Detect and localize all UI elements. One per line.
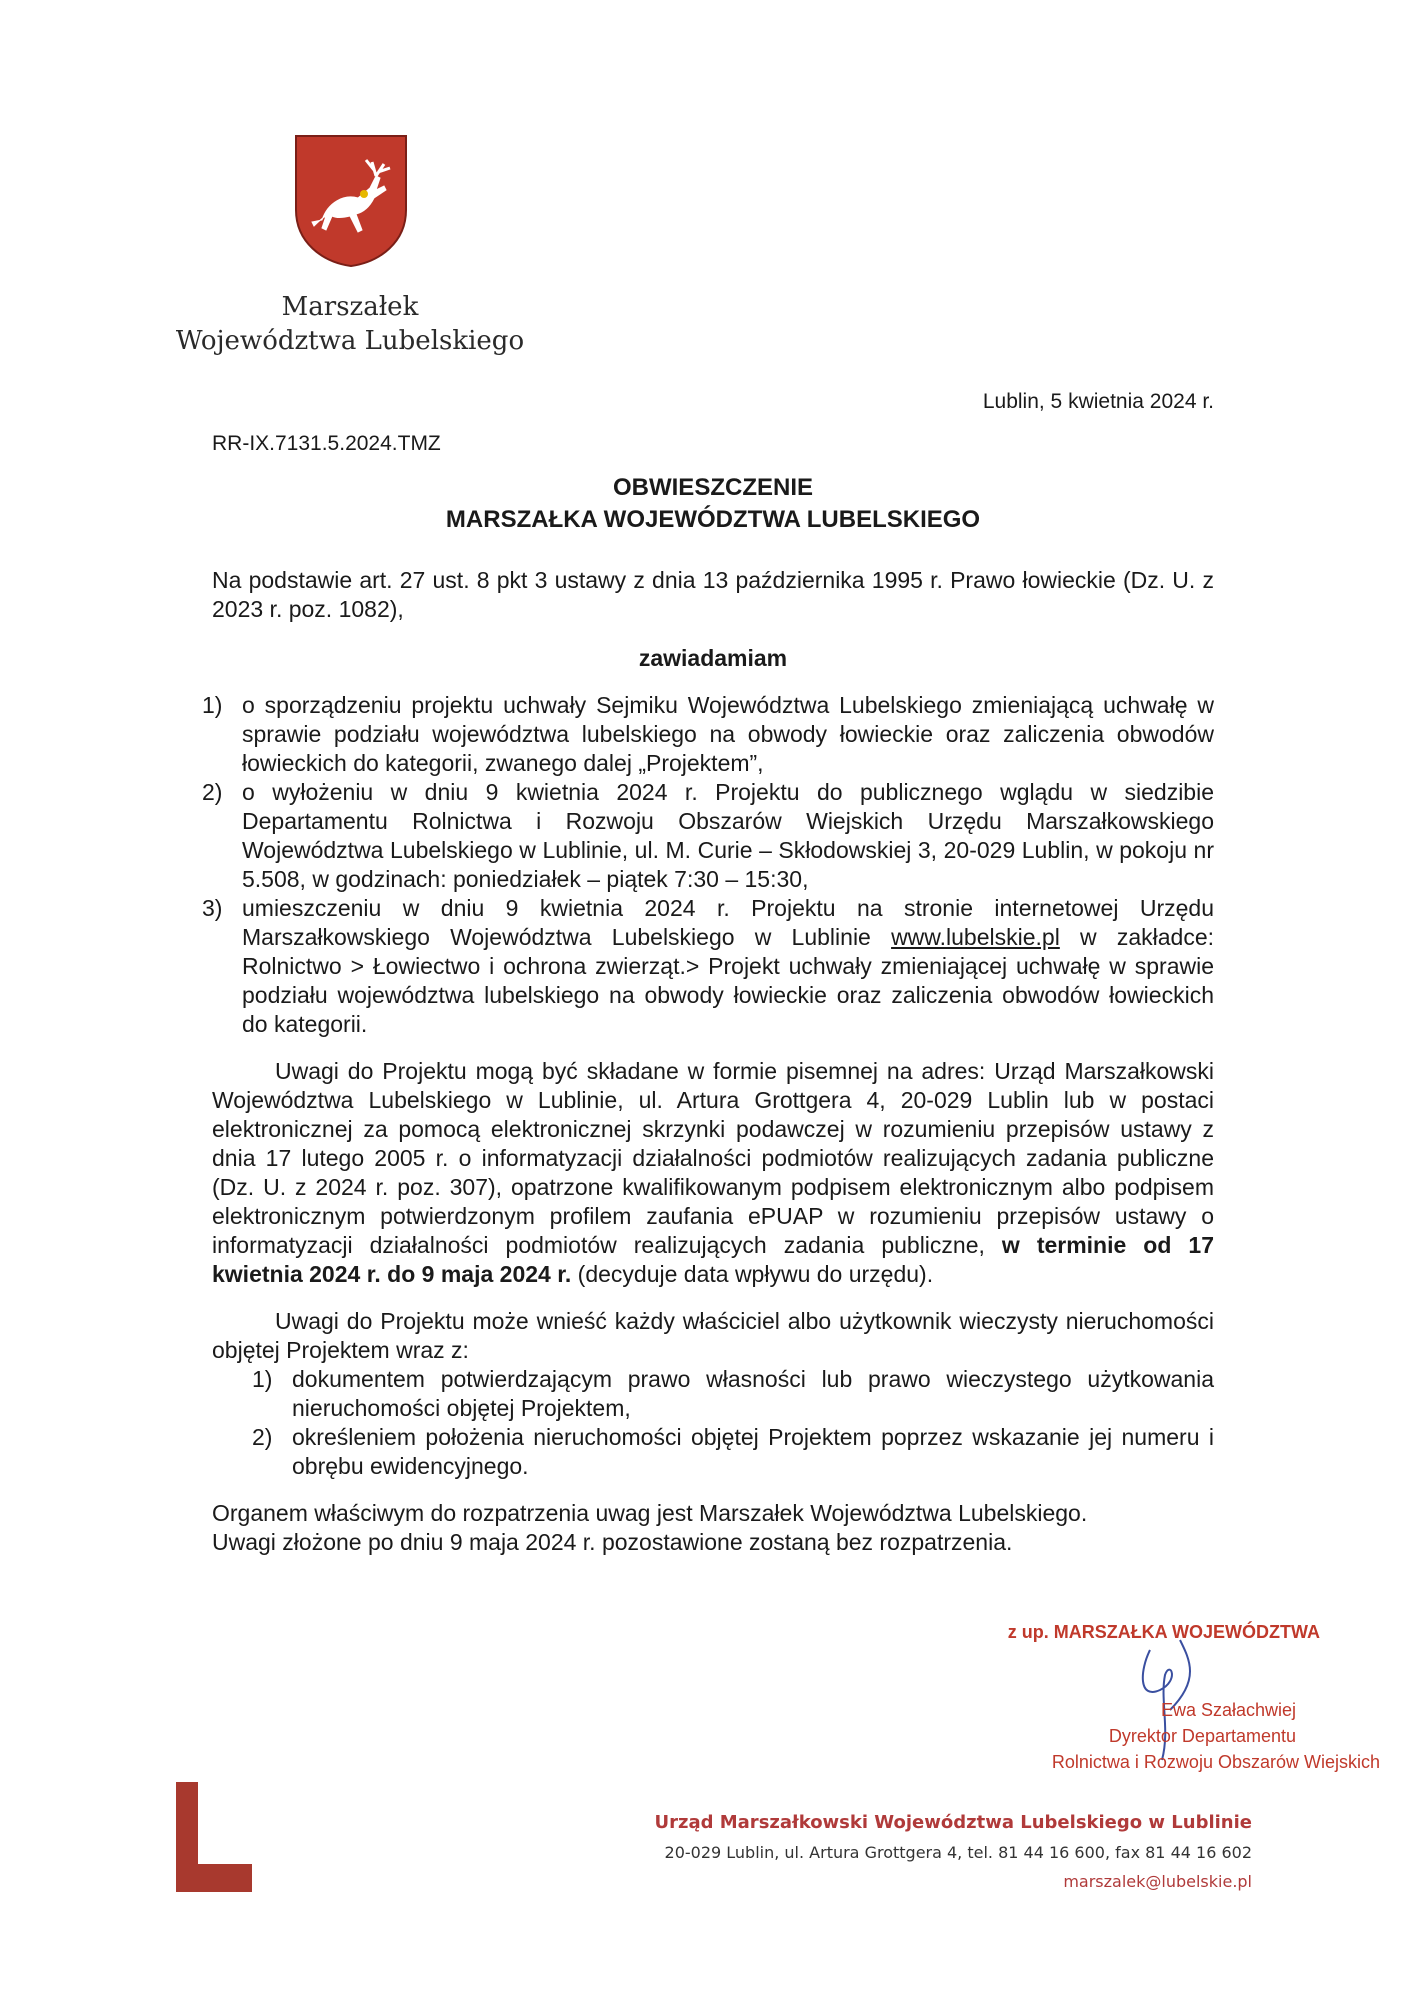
website-link[interactable]: www.lubelskie.pl [891,924,1060,950]
lubelskie-coat-of-arms-icon [292,132,410,268]
legal-basis: Na podstawie art. 27 ust. 8 pkt 3 ustawy z dnia 13 października 1995 r. Prawo łowieckie (Dz. U. z 2023 r. poz. 1082), [212,567,1214,622]
item-number: 1) [202,692,223,718]
footer [654,1808,1252,1896]
title-line-1: OBWIESZCZENIE [612,474,813,501]
signatory-role: Dyrektor Departamentu [1108,1726,1296,1746]
signatory-department: Rolnictwa i Rozwoju Obszarów Wiejskich [1051,1752,1380,1772]
lubelskie-l-logo-icon [176,1782,252,1892]
place-date: Lublin, 5 kwietnia 2024 r. [982,390,1214,413]
notice-items-list [202,691,1214,1039]
comments-tail: (decyduje data wpływu do urzędu). [571,1261,934,1287]
issuer-line-1: Marszałek [281,292,419,322]
item-text: dokumentem potwierdzającym prawo własności lub prawo wieczystego użytkowania nieruchomości objętej Projektem, [292,1366,1214,1421]
closing-authority: Organem właściwym do rozpatrzenia uwag jest Marszałek Województwa Lubelskiego. [212,1500,1088,1526]
item-text: o wyłożeniu w dniu 9 kwietnia 2024 r. Projektu do publicznego wglądu w siedzibie Departamentu Rolnictwa i Rozwoju Obszarów Wiejskich Urzędu Marszałkowskiego Województwa Lubelskiego w Lublinie, ul. M. Curie – Skłodowskiej 3, 20-029 Lublin, w pokoju nr 5.508, w godzinach: poniedziałek – piątek 7:30 – 15:30, [242,779,1214,892]
footer-org: Urząd Marszałkowski Województwa Lubelskiego w Lublinie [654,1812,1252,1833]
eligibility-paragraph: Uwagi do Projektu może wnieść każdy właściciel albo użytkownik wieczysty nieruchomości objętej Projektem wraz z: [212,1308,1214,1363]
footer-address: 20-029 Lublin, ul. Artura Grottgera 4, tel. 81 44 16 600, fax 81 44 16 602 [664,1843,1252,1862]
item-text: o sporządzeniu projektu uchwały Sejmiku Województwa Lubelskiego zmieniającą uchwałę w sprawie podziału województwa lubelskiego na obwody łowieckie oraz zaliczenia obwodów łowieckich do kategorii, zwanego dalej „Projektem”, [242,692,1214,776]
item-number: 1) [252,1366,273,1392]
title-line-2: MARSZAŁKA WOJEWÓDZTWA LUBELSKIEGO [445,506,981,533]
item-number: 2) [252,1424,273,1450]
item-text: umieszczeniu w dniu 9 kwietnia 2024 r. Projektu na stronie internetowej Urzędu Marszałkowskiego Województwa Lubelskiego w Lublinie [242,895,1214,950]
signatory-name: Ewa Szałachwiej [1160,1700,1296,1720]
signature-stamp [960,1622,1380,1782]
list-item [202,894,1214,1039]
list-item [212,1365,1214,1423]
item-number: 2) [202,779,223,805]
comments-text: Uwagi do Projektu mogą być składane w formie pisemnej na adres: Urząd Marszałkowski Województwa Lubelskiego w Lublinie, ul. Artura Grottgera 4, 20-029 Lublin lub w postaci elektronicznej za pomocą elektronicznej skrzynki podawczej w rozumieniu przepisów ustawy z dnia 17 lutego 2005 r. o informatyzacji działalności podmiotów realizujących zadania publiczne (Dz. U. z 2024 r. poz. 307), opatrzone kwalifikowanym podpisem elektronicznym albo podpisem elektronicznym potwierdzonym profilem zaufania ePUAP w rozumieniu przepisów ustawy o informatyzacji działalności podmiotów realizujących zadania publiczne, [212,1058,1214,1258]
closing-late-comments: Uwagi złożone po dniu 9 maja 2024 r. pozostawione zostaną bez rozpatrzenia. [212,1529,1013,1555]
issuer-line-2: Województwa Lubelskiego [175,326,525,356]
comments-paragraph [212,1057,1214,1289]
footer-email[interactable]: marszalek@lubelskie.pl [1063,1872,1252,1891]
issuer-heading [150,290,550,358]
item-text-tail: w zakładce: Rolnictwo > Łowiectwo i ochrona zwierząt.> Projekt uchwały zmieniającej uchwałę w sprawie podziału województwa lubelskiego na obwody łowieckie oraz zaliczenia obwodów łowieckich do kategorii. [242,924,1214,1037]
notify-heading: zawiadamiam [638,645,788,671]
list-item [202,691,1214,778]
list-item [212,1423,1214,1481]
attachments-list [212,1365,1214,1481]
document-title [212,472,1214,536]
document-body [202,566,1215,1557]
reference-number: RR-IX.7131.5.2024.TMZ [212,432,441,455]
item-number: 3) [202,895,223,921]
item-text: określeniem położenia nieruchomości objętej Projektem poprzez wskazanie jej numeru i obrębu ewidencyjnego. [292,1424,1214,1479]
list-item [202,778,1214,894]
deadline-text: w terminie od 17 kwietnia 2024 r. do 9 maja 2024 r. [212,1232,1215,1287]
on-behalf-line: z up. MARSZAŁKA WOJEWÓDZTWA [1007,1622,1320,1642]
